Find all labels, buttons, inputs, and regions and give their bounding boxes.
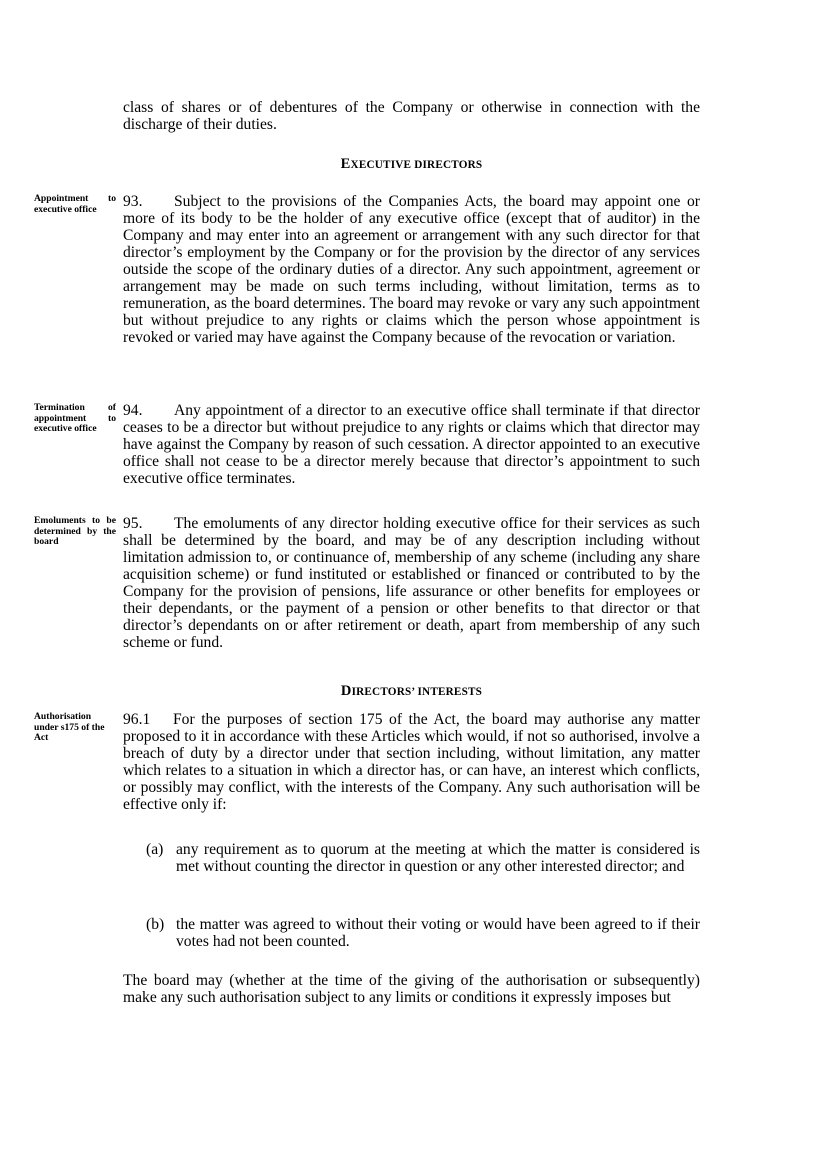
item-text: the matter was agreed to without their voting or would have been agreed to if their votes had not been counted.	[176, 916, 700, 950]
heading-rest: IRECTORS’ INTERESTS	[351, 686, 483, 698]
clause-94	[123, 402, 700, 487]
margin-note-95: Emoluments to be determined by the board	[34, 515, 116, 548]
clause-text: Subject to the provisions of the Companies Acts, the board may appoint one or more of its body to be the holder of any executive office (except that of auditor) in the Company and may enter into an agreement or arrangement with any such director for that director’s employment by the Company or for the provision by the director of any services outside the scope of the ordinary duties of a director. Any such appointment, agreement or arrangement may be made on such terms including, without limitation, terms as to remuneration, as the board determines. The board may revoke or vary any such appointment but without prejudice to any rights or claims which the person whose appointment is revoked or varied may have against the Company because of the revocation or variation.	[123, 193, 700, 346]
clause-96-1-closing: The board may (whether at the time of the giving of the authorisation or subsequently) make any such authorisation subject to any limits or conditions it expressly imposes but	[123, 972, 700, 1006]
clause-text: For the purposes of section 175 of the Act, the board may authorise any matter proposed to it in accordance with these Articles which would, if not so authorised, involve a breach of duty by a director under that section including, without limitation, any matter which relates to a situation in which a director has, or can have, an interest which conflicts, or possibly may conflict, with the interests of the Company. Any such authorisation will be effective only if:	[123, 711, 700, 813]
clause-number: 93.	[123, 193, 143, 210]
clause-number: 95.	[123, 515, 143, 532]
margin-note-93: Appointment to executive office	[34, 193, 116, 215]
section-heading-executive-directors	[123, 156, 700, 174]
clause-text: The emoluments of any director holding executive office for their services as such shall be determined by the board, and may be of any description including without limitation admission to, or continuance of, membership of any scheme (including any share acquisition scheme) or fund instituted or established or financed or contributed to by the Company for the provision of pensions, life assurance or other benefits for employees or their dependants, or the payment of a pension or other benefits to that director or that director’s dependants on or after retirement or death, apart from membership of any such scheme or fund.	[123, 515, 700, 651]
heading-initial: D	[340, 683, 352, 699]
item-text: any requirement as to quorum at the meeting at which the matter is considered is met without counting the director in question or any other interested director; and	[176, 841, 700, 875]
item-label: (a)	[146, 841, 164, 858]
heading-rest: XECUTIVE DIRECTORS	[350, 159, 483, 171]
intro-continuation: class of shares or of debentures of the Company or otherwise in connection with the discharge of their duties.	[123, 99, 700, 133]
clause-text: Any appointment of a director to an executive office shall terminate if that director ceases to be a director but without prejudice to any rights or claims which that director may have against the Company by reason of such cessation. A director appointed to an executive office shall not cease to be a director merely because that director’s appointment to such executive office terminates.	[123, 402, 700, 487]
list-item-a	[146, 841, 700, 875]
margin-note-96-1: Authorisation under s175 of the Act	[34, 711, 105, 744]
clause-96-1	[123, 711, 700, 813]
margin-note-94: Termination of appointment to executive office	[34, 402, 116, 435]
clause-95	[123, 515, 700, 651]
heading-initial: E	[340, 156, 351, 172]
clause-number: 96.1	[123, 711, 151, 728]
list-item-b	[146, 916, 700, 950]
item-label: (b)	[146, 916, 165, 933]
clause-number: 94.	[123, 402, 143, 419]
section-heading-directors-interests	[123, 683, 700, 701]
clause-93	[123, 193, 700, 346]
